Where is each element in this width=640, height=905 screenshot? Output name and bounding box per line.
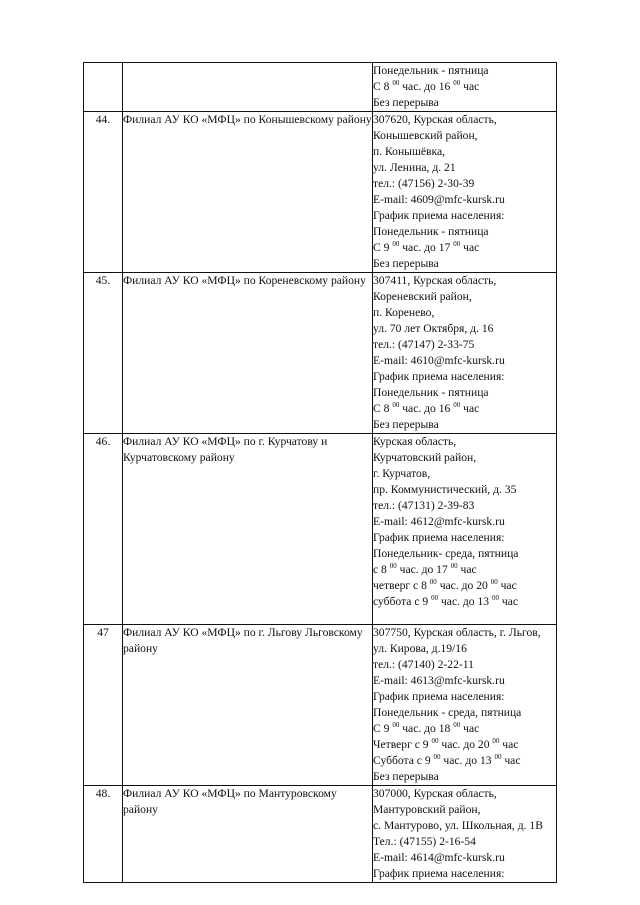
row-number: 48.: [84, 786, 123, 883]
detail-line: E-mail: 4610@mfc-kursk.ru: [373, 354, 505, 367]
detail-line: Понедельник - пятница: [373, 386, 489, 399]
minutes-superscript: 00: [431, 594, 439, 602]
minutes-superscript: 00: [389, 562, 397, 570]
table-row: [84, 434, 557, 625]
minutes-superscript: 00: [492, 737, 500, 745]
minutes-superscript: 00: [453, 401, 461, 409]
address-line: 307750, Курская область, г. Льгов, ул. Кирова, д.19/16: [373, 626, 541, 655]
detail-line: Конышевский район,: [373, 129, 478, 142]
detail-line: Тел.: (47155) 2-16-54: [373, 835, 476, 848]
detail-line: E-mail: 4609@mfc-kursk.ru: [373, 193, 505, 206]
schedule-text: час: [498, 595, 519, 608]
row-number: 45.: [84, 273, 123, 434]
detail-line: Понедельник - пятница: [373, 225, 489, 238]
detail-line: тел.: (47140) 2-22-11: [373, 658, 474, 671]
branch-name: Филиал АУ КО «МФЦ» по г. Льгову Льговскому району: [123, 625, 373, 786]
schedule-text: час. до 20: [436, 579, 491, 592]
schedule-text: час: [460, 722, 480, 735]
schedule-text: С 9: [373, 241, 393, 254]
schedule-line: [373, 753, 556, 769]
branch-details: [373, 273, 557, 434]
schedule-text: час: [460, 80, 480, 93]
row-number: [84, 63, 123, 112]
minutes-superscript: 00: [429, 578, 437, 586]
detail-line: E-mail: 4614@mfc-kursk.ru: [373, 851, 505, 864]
detail-line: Без перерыва: [373, 418, 439, 431]
schedule-text: час. до 13: [438, 595, 492, 608]
detail-line: п. Конышёвка,: [373, 145, 445, 158]
detail-line: Курчатовский район,: [373, 451, 477, 464]
minutes-superscript: 00: [392, 401, 400, 409]
detail-line: График приема населения:: [373, 531, 505, 544]
detail-line: E-mail: 4613@mfc-kursk.ru: [373, 674, 505, 687]
table-row: [84, 625, 557, 786]
branch-name: Филиал АУ КО «МФЦ» по Конышевскому району: [123, 112, 373, 273]
detail-line: тел.: (47147) 2-33-75: [373, 338, 475, 351]
detail-line: ул. Ленина, д. 21: [373, 161, 456, 174]
detail-line: 307000, Курская область,: [373, 787, 497, 800]
detail-line: Без перерыва: [373, 96, 439, 109]
detail-line: п. Коренево,: [373, 306, 435, 319]
branch-name: Филиал АУ КО «МФЦ» по Мантуровскому району: [123, 786, 373, 883]
schedule-line: [373, 401, 556, 417]
branch-name: Филиал АУ КО «МФЦ» по Кореневскому району: [123, 273, 373, 434]
detail-line: Курская область,: [373, 435, 457, 448]
minutes-superscript: 00: [433, 753, 441, 761]
schedule-text: Суббота с 9: [373, 754, 434, 767]
table-row: [84, 63, 557, 112]
branch-details: [373, 63, 557, 112]
table-row: [84, 786, 557, 883]
schedule-text: час: [499, 738, 519, 751]
branch-name: [123, 63, 373, 112]
branch-details: [373, 625, 557, 786]
detail-line: тел.: (47131) 2-39-83: [373, 499, 475, 512]
detail-line: Понедельник - пятница: [373, 64, 489, 77]
schedule-line: [373, 240, 556, 256]
schedule-text: час: [460, 402, 480, 415]
detail-line: Понедельник- среда, пятница: [373, 547, 519, 560]
minutes-superscript: 00: [491, 594, 499, 602]
schedule-text: час. до 16: [399, 80, 454, 93]
schedule-text: час: [457, 563, 477, 576]
schedule-text: С 8: [373, 402, 393, 415]
detail-line: пр. Коммунистический, д. 35: [373, 483, 517, 496]
detail-line: Мантуровский район,: [373, 803, 481, 816]
minutes-superscript: 00: [392, 79, 400, 87]
schedule-text: час. до 13: [440, 754, 495, 767]
schedule-line: [373, 578, 556, 594]
schedule-text: с 8: [373, 563, 390, 576]
minutes-superscript: 00: [453, 79, 461, 87]
schedule-text: час. до 17: [399, 241, 454, 254]
schedule-text: час: [501, 754, 521, 767]
cell-spacer: [373, 610, 556, 624]
detail-line: График приема населения:: [373, 209, 505, 222]
detail-line: тел.: (47156) 2-30-39: [373, 177, 475, 190]
minutes-superscript: 00: [450, 562, 458, 570]
schedule-line: [373, 562, 556, 578]
detail-line: г. Курчатов,: [373, 467, 431, 480]
minutes-superscript: 00: [392, 721, 400, 729]
schedule-line: [373, 721, 556, 737]
detail-line: E-mail: 4612@mfc-kursk.ru: [373, 515, 505, 528]
minutes-superscript: 00: [453, 721, 461, 729]
schedule-line: [373, 594, 556, 610]
row-number: 46.: [84, 434, 123, 625]
minutes-superscript: 00: [392, 240, 400, 248]
schedule-text: час: [497, 579, 517, 592]
schedule-text: час. до 18: [399, 722, 454, 735]
minutes-superscript: 00: [431, 737, 439, 745]
table-row: [84, 273, 557, 434]
schedule-text: час. до 16: [399, 402, 454, 415]
schedule-text: С 9: [373, 722, 393, 735]
detail-line: 307411, Курская область,: [373, 274, 497, 287]
detail-line: ул. 70 лет Октября, д. 16: [373, 322, 494, 335]
detail-line: График приема населения:: [373, 370, 505, 383]
detail-line: Кореневский район,: [373, 290, 472, 303]
detail-line: Понедельник - среда, пятница: [373, 706, 522, 719]
mfc-branches-table: [83, 62, 557, 883]
schedule-line: [373, 737, 556, 753]
branch-details: [373, 112, 557, 273]
schedule-text: С 8: [373, 80, 393, 93]
branch-details: [373, 786, 557, 883]
detail-line: Без перерыва: [373, 257, 439, 270]
schedule-line: [373, 79, 556, 95]
row-number: 47: [84, 625, 123, 786]
detail-line: График приема населения:: [373, 867, 505, 880]
schedule-text: суббота с 9: [373, 595, 432, 608]
minutes-superscript: 00: [494, 753, 502, 761]
minutes-superscript: 00: [453, 240, 461, 248]
branch-name: Филиал АУ КО «МФЦ» по г. Курчатову и Курчатовскому району: [123, 434, 373, 625]
detail-line: с. Мантурово, ул. Школьная, д. 1В: [373, 819, 543, 832]
schedule-text: час: [460, 241, 480, 254]
minutes-superscript: 00: [490, 578, 498, 586]
detail-line: 307620, Курская область,: [373, 113, 497, 126]
row-number: 44.: [84, 112, 123, 273]
schedule-text: час. до 17: [396, 563, 451, 576]
detail-line: Без перерыва: [373, 770, 439, 783]
branch-details: [373, 434, 557, 625]
detail-line: График приема населения:: [373, 690, 505, 703]
schedule-text: четверг с 8: [373, 579, 430, 592]
schedule-text: час. до 20: [438, 738, 493, 751]
table-body: [84, 63, 557, 883]
schedule-text: Четверг с 9: [373, 738, 432, 751]
table-row: [84, 112, 557, 273]
